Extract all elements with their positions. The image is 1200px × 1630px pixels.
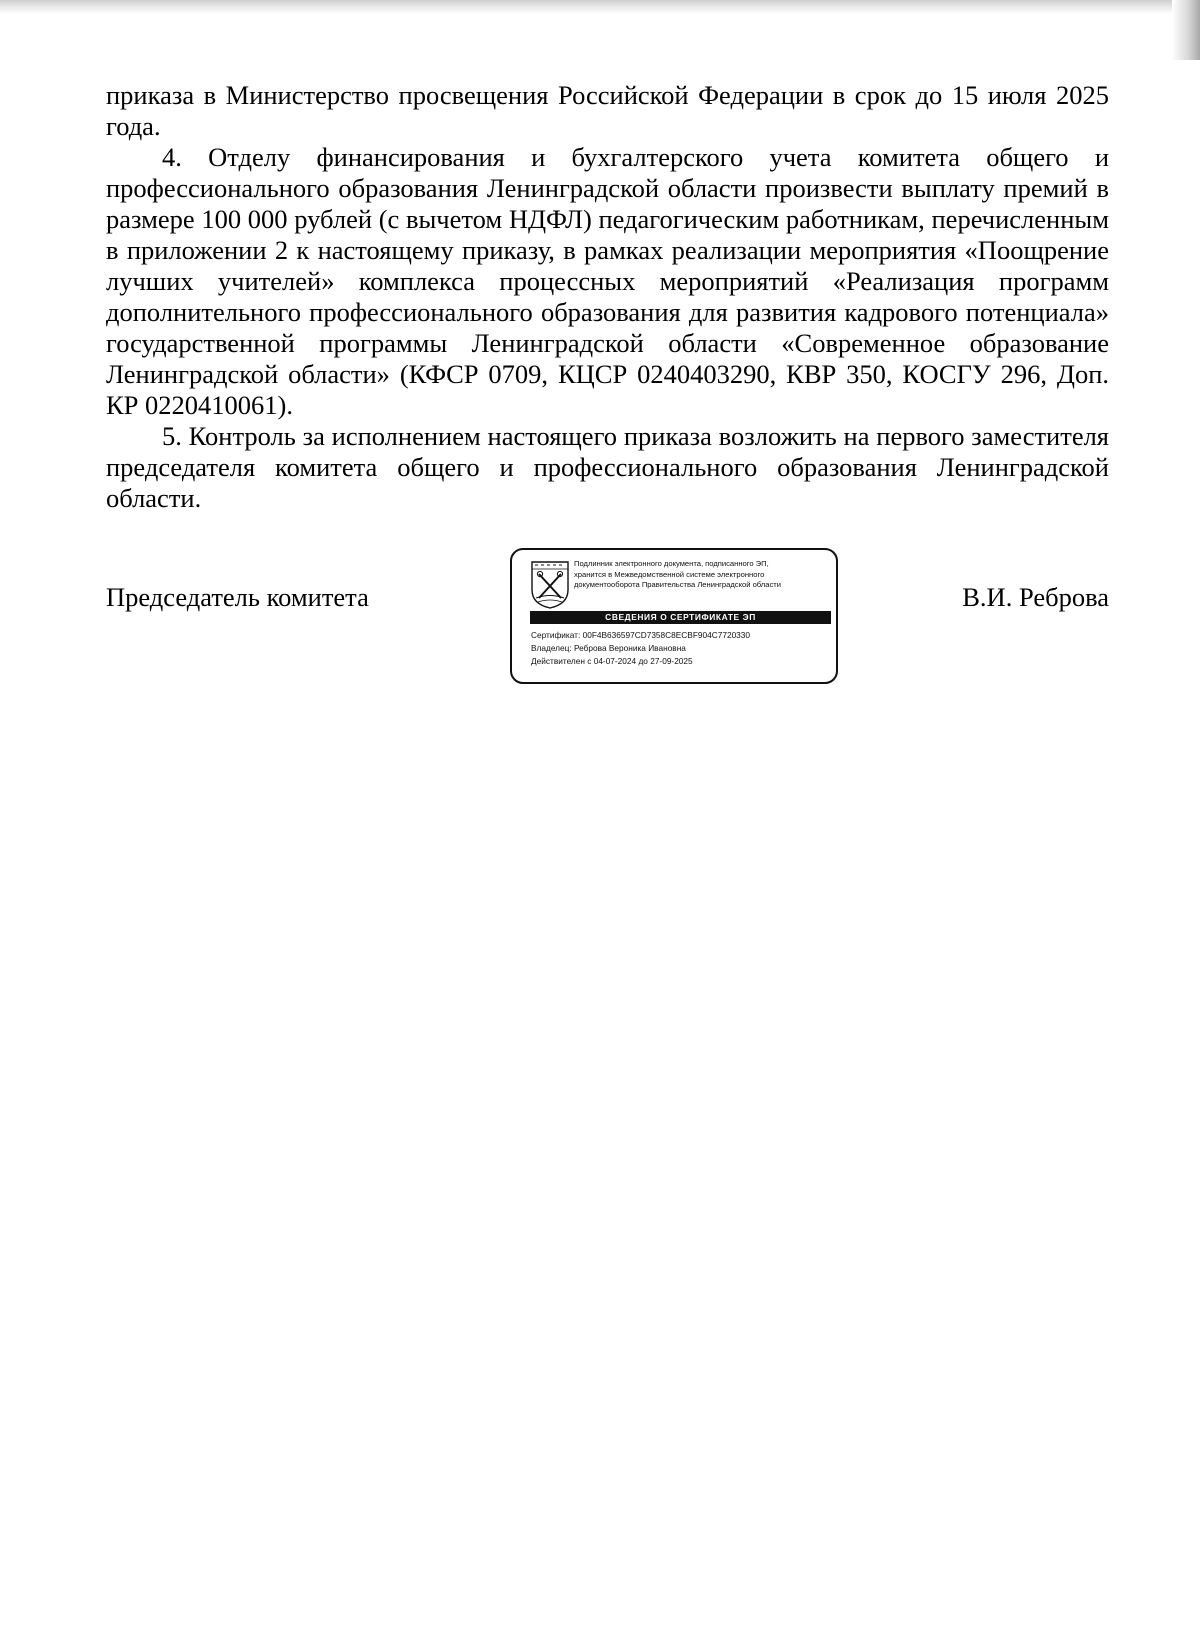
electronic-signature-stamp xyxy=(510,548,838,684)
scan-corner-shadow xyxy=(1172,0,1200,60)
paragraph-item-4: 4. Отделу финансирования и бухгалтерского учета комитета общего и профессионального образования Ленинградской области произвести выплату премий в размере 100 000 рублей (с вычетом НДФЛ) педагогическим работникам, перечисленным в приложении 2 к настоящему приказу, в рамках реализации мероприятия «Поощрение лучших учителей» комплекса процессных мероприятий «Реализация программ дополнительного профессионального образования для развития кадрового потенциала» государственной программы Ленинградской области «Современное образование Ленинградской области» (КФСР 0709, КЦСР 0240403290, КВР 350, КОСГУ 296, Доп. КР 0220410061). xyxy=(106,142,1109,420)
coat-of-arms-icon xyxy=(530,560,570,610)
stamp-certificate-bar: СВЕДЕНИЯ О СЕРТИФИКАТЕ ЭП xyxy=(530,611,831,624)
signatory-name: В.И. Реброва xyxy=(962,582,1109,612)
stamp-header-text: Подлинник электронного документа, подписанного ЭП, хранится в Межведомственной системе электронного документооборота Правительства Ленинградской области xyxy=(574,559,781,589)
document-body xyxy=(106,80,1109,514)
stamp-validity: Действителен с 04-07-2024 до 27-09-2025 xyxy=(531,656,693,666)
signatory-title: Председатель комитета xyxy=(106,582,369,612)
paragraph-continuation: приказа в Министерство просвещения Российской Федерации в срок до 15 июля 2025 года. xyxy=(106,80,1109,141)
stamp-certificate-number: Сертификат: 00F4B636597CD7358C8ECBF904C7720330 xyxy=(531,630,751,640)
paragraph-item-5: 5. Контроль за исполнением настоящего приказа возложить на первого заместителя председателя комитета общего и профессионального образования Ленинградской области. xyxy=(106,421,1109,513)
scan-top-edge xyxy=(0,0,1200,14)
stamp-owner: Владелец: Реброва Вероника Ивановна xyxy=(531,643,686,653)
